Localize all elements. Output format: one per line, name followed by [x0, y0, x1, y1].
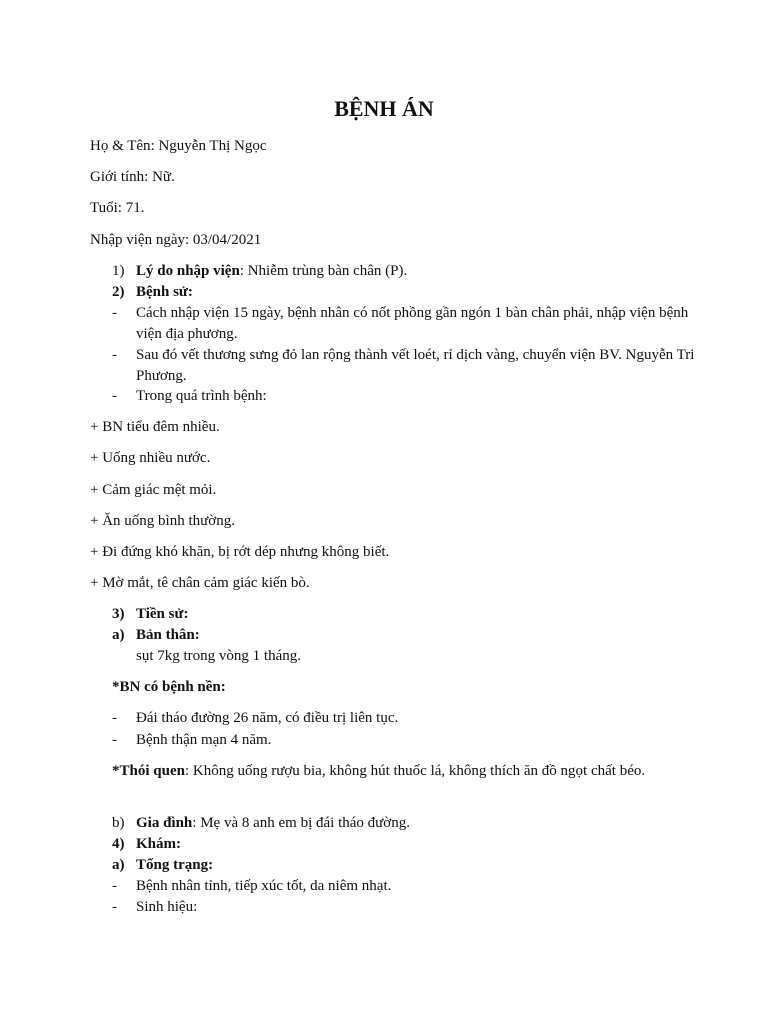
- section-label: Bệnh sử:: [136, 284, 193, 300]
- personal-text-value: sụt 7kg trong vòng 1 tháng.: [136, 648, 301, 664]
- bullet-dash: -: [112, 305, 117, 321]
- list-item-text: Bệnh thận mạn 4 năm.: [136, 732, 272, 748]
- habit-text: : Không uống rượu bia, không hút thuốc lá, không thích ăn đồ ngọt chất béo.: [184, 763, 646, 779]
- bullet-dash: -: [112, 899, 117, 915]
- subsection-mark: a): [112, 857, 125, 873]
- bullet-dash: -: [112, 732, 117, 748]
- symptom-item: + Cảm giác mệt mỏi.: [90, 482, 217, 498]
- section-label: Tiền sử:: [136, 606, 189, 622]
- bullet-dash: -: [112, 878, 117, 894]
- patient-age: Tuổi: 71.: [90, 200, 145, 216]
- section-number: 1): [112, 263, 125, 279]
- section-label: Khám:: [136, 836, 181, 852]
- symptom-item: + Mờ mắt, tê chân cảm giác kiến bò.: [90, 575, 310, 591]
- habit-label: *Thói quen: [112, 763, 185, 779]
- symptom-item: + Ăn uống bình thường.: [90, 513, 235, 529]
- list-item-text: Sinh hiệu:: [136, 899, 198, 915]
- list-item-text: Trong quá trình bệnh:: [136, 388, 267, 404]
- disease-heading: *BN có bệnh nền:: [112, 679, 226, 695]
- subsection-label: Gia đình: [136, 815, 193, 831]
- list-item-text: Đái tháo đường 26 năm, có điều trị liên tục.: [136, 710, 399, 726]
- list-item-text: Bệnh nhân tỉnh, tiếp xúc tốt, da niêm nhạt.: [136, 878, 392, 894]
- subsection-label: Tổng trạng:: [136, 857, 214, 873]
- section-number: 3): [112, 606, 125, 622]
- subsection-mark: b): [112, 815, 125, 831]
- subsection-label: Bản thân:: [136, 627, 200, 643]
- bullet-dash: -: [112, 388, 117, 404]
- subsection-text: : Mẹ và 8 anh em bị đái tháo đường.: [192, 815, 410, 831]
- document-title: BỆNH ÁN: [334, 96, 434, 121]
- subsection-mark: a): [112, 627, 125, 643]
- admission-date: Nhập viện ngày: 03/04/2021: [90, 232, 262, 248]
- patient-name: Họ & Tên: Nguyễn Thị Ngọc: [90, 138, 267, 154]
- bullet-dash: -: [112, 710, 117, 726]
- symptom-item: + Uống nhiều nước.: [90, 450, 211, 466]
- list-item-text: Cách nhập viện 15 ngày, bệnh nhân có nốt phồng gần ngón 1 bàn chân phải, nhập viện bệnh viện địa phương.: [136, 305, 689, 342]
- section-label: Lý do nhập viện: [136, 263, 240, 279]
- symptom-item: + BN tiểu đêm nhiều.: [90, 419, 220, 435]
- list-item-text: Sau đó vết thương sưng đỏ lan rộng thành vết loét, rỉ dịch vàng, chuyển viện BV. Nguyễn Tri Phương.: [136, 347, 695, 384]
- section-number: 2): [112, 284, 125, 300]
- section-number: 4): [112, 836, 125, 852]
- symptom-item: + Đi đứng khó khăn, bị rớt dép nhưng không biết.: [90, 544, 390, 560]
- bullet-dash: -: [112, 347, 117, 363]
- section-text: : Nhiễm trùng bàn chân (P).: [239, 263, 408, 279]
- habit-paragraph: [112, 761, 672, 782]
- patient-gender: Giới tính: Nữ.: [90, 169, 175, 185]
